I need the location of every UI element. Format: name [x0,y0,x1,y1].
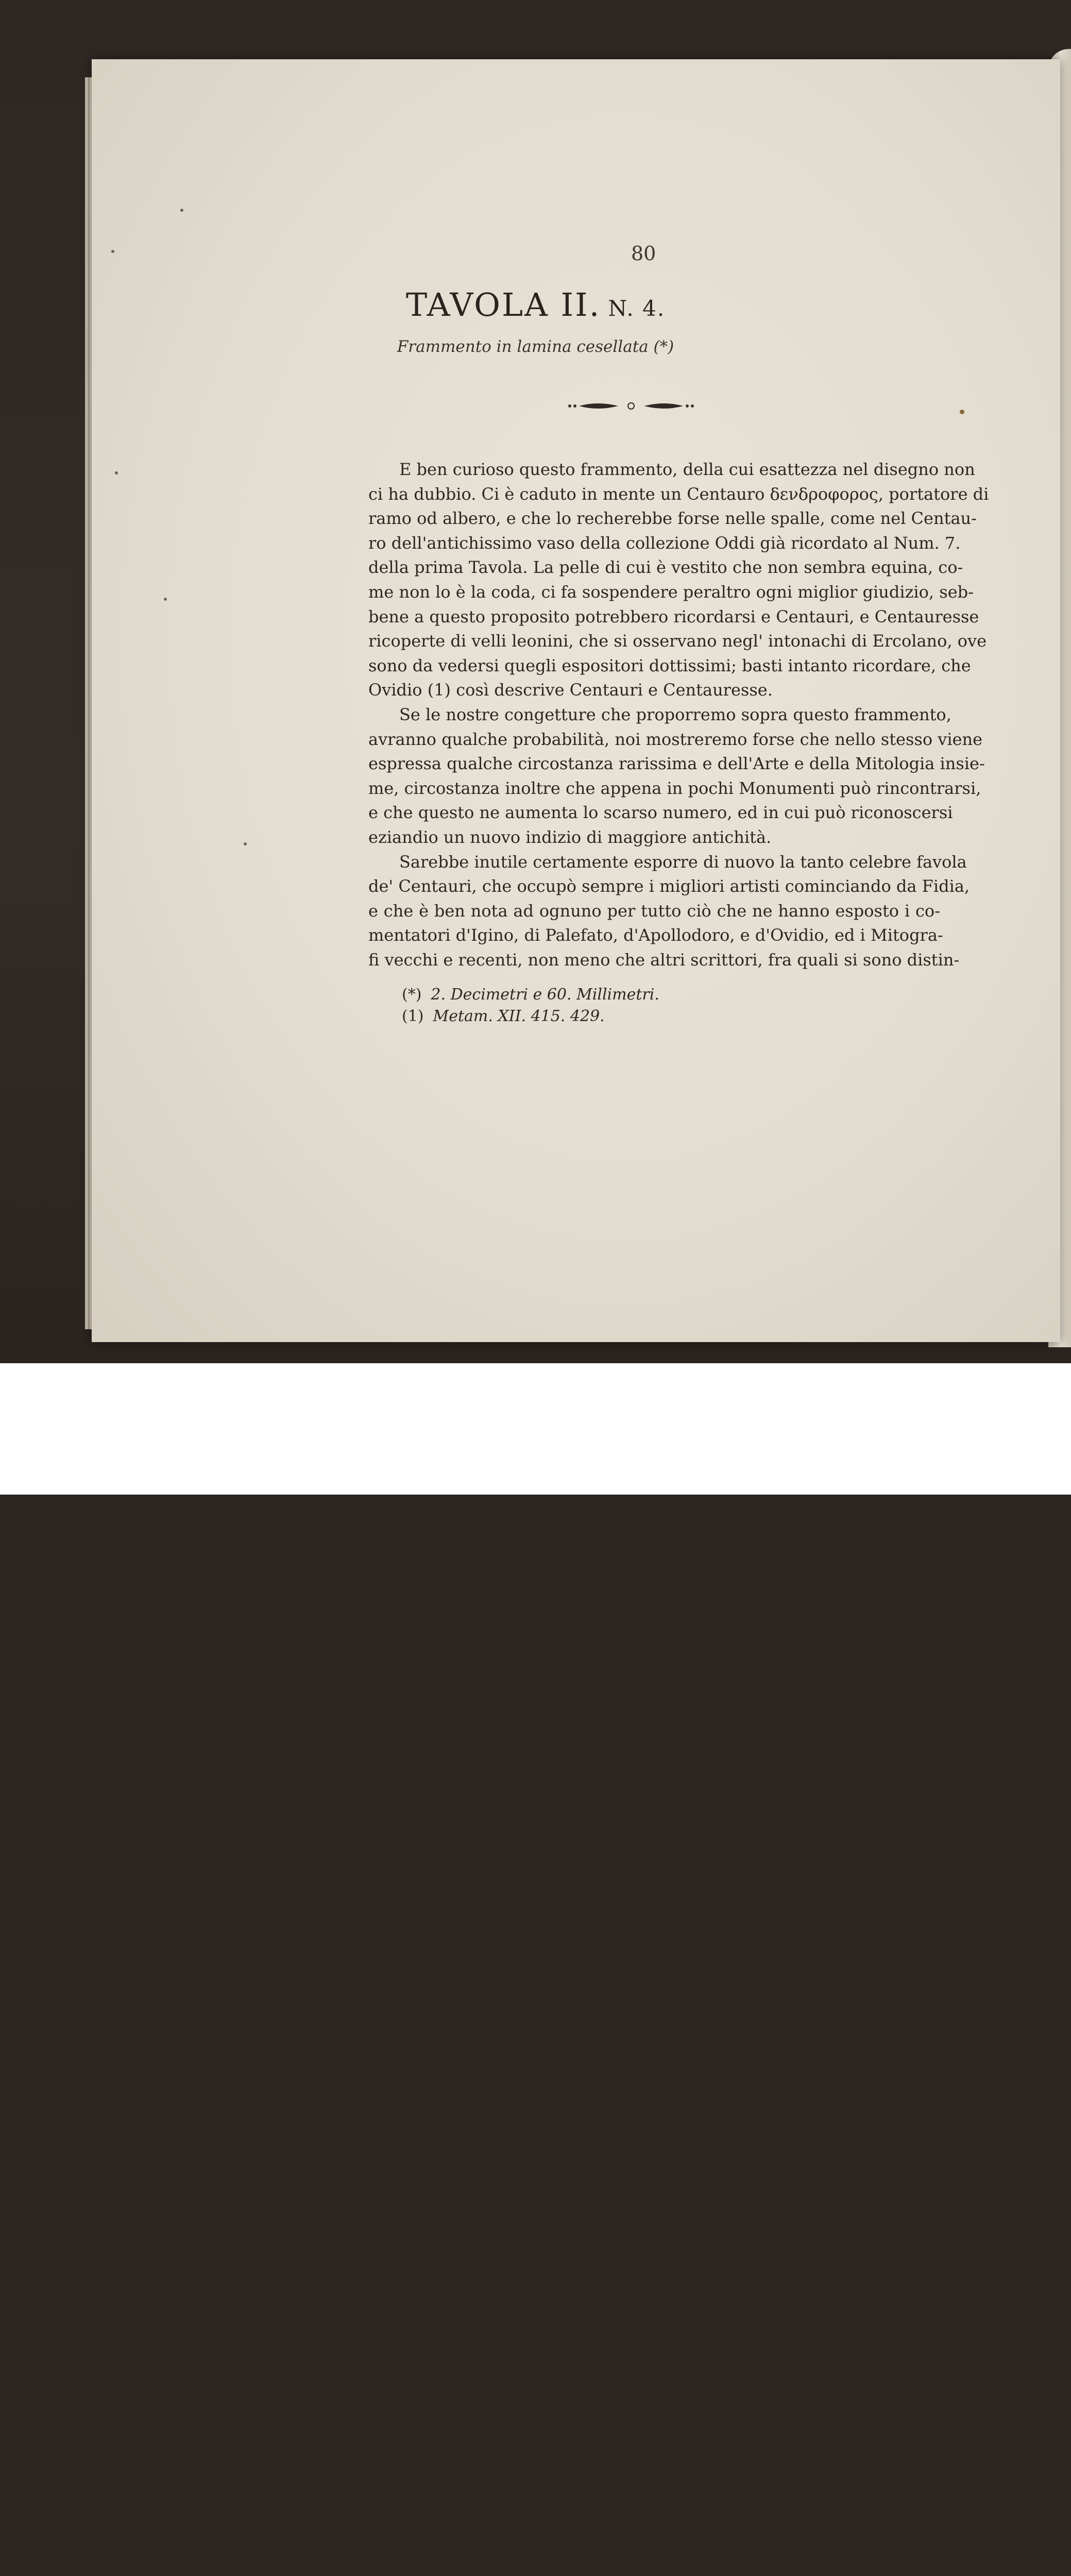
text-line: fi vecchi e recenti, non meno che altri scrittori, fra quali si sono distin- [368,950,960,970]
text-line: ramo od albero, e che lo recherebbe forse nelle spalle, come nel Centau- [368,509,977,529]
text-line: e che questo ne aumenta lo scarso numero, ed in cui può riconoscersi [368,803,953,823]
footnote-text: Metam. XII. 415. 429. [433,1007,605,1025]
text-line: Sarebbe inutile certamente esporre di nuovo la tanto celebre favola [399,852,967,872]
text-line: e che è ben nota ad ognuno per tutto ciò che ne hanno esposto i co- [368,901,940,921]
footnote [402,1006,865,1027]
text-line: Ovidio (1) così descrive Centauri e Centauresse. [368,680,773,700]
text-line: mentatori d'Igino, di Palefato, d'Apollodoro, e d'Ovidio, ed i Mitogra- [368,925,943,945]
text-line: Se le nostre congetture che proporremo sopra questo frammento, [399,704,951,724]
viewer-footer [0,1363,1071,1495]
plate-title-text: TAVOLA II. [405,286,601,324]
text-line: ricoperte di velli leonini, che si osservano negl' intonachi di Ercolano, ove [368,631,987,651]
plate-subtitle: Frammento in lamina cesellata (*) [397,337,674,356]
plate-title [0,286,1071,324]
body-text [368,457,989,972]
plate-number: N. 4. [608,296,666,321]
text-line: sono da vedersi quegli espositori dottissimi; basti intanto ricordare, che [368,655,971,675]
footnote-mark: (1) [402,1007,424,1025]
footnote-mark: (*) [402,986,422,1004]
page-number: 80 [631,242,656,265]
text-line: avranno qualche probabilità, noi mostreremo forse che nello stesso viene [368,729,983,749]
text-line: me non lo è la coda, ci fa sospendere peraltro ogni miglior giudizio, seb- [368,582,974,602]
footnote-text: 2. Decimetri e 60. Millimetri. [431,986,659,1004]
text-line: eziandio un nuovo indizio di maggiore antichità. [368,827,772,847]
text-line: bene a questo proposito potrebbero ricordarsi e Centauri, e Centauresse [368,606,979,626]
footnote [402,984,865,1006]
text-line: me, circostanza inoltre che appena in pochi Monumenti può rincontrarsi, [368,778,981,798]
text-line: espressa qualche circostanza rarissima e dell'Arte e della Mitologia insie- [368,754,985,774]
text-line: de' Centauri, che occupò sempre i migliori artisti cominciando da Fidia, [368,876,970,896]
footnotes [402,984,865,1027]
text-line: ro dell'antichissimo vaso della collezione Oddi già ricordato al Num. 7. [368,533,961,553]
text-line: ci ha dubbio. Ci è caduto in mente un Centauro δενδροφορος, portatore di [368,484,989,504]
text-line: E ben curioso questo frammento, della cui esattezza nel disegno non [399,460,975,479]
ornament-divider-icon [567,400,695,412]
text-line: della prima Tavola. La pelle di cui è vestito che non sembra equina, co- [368,557,963,578]
